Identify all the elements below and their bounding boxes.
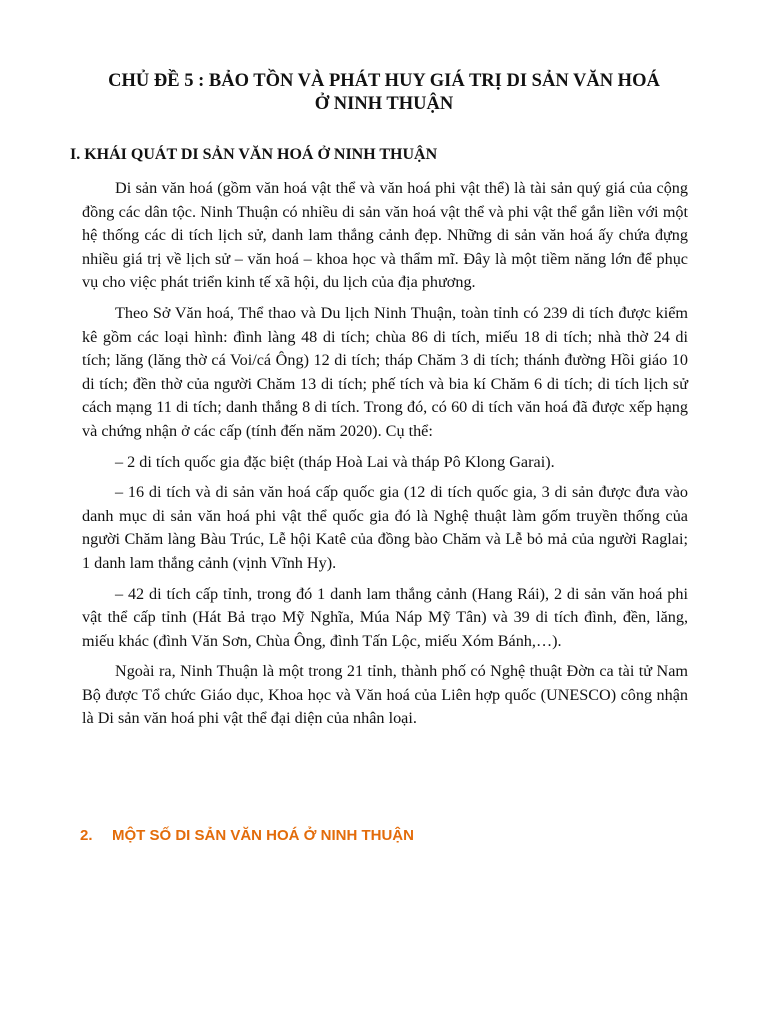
list-item-special-national: – 2 di tích quốc gia đặc biệt (tháp Hoà Lai và tháp Pô Klong Garai). — [115, 452, 555, 471]
section-1-body — [82, 177, 688, 738]
section-1-heading: I. KHÁI QUÁT DI SẢN VĂN HOÁ Ở NINH THUẬN — [70, 146, 438, 163]
paragraph-intro: Di sản văn hoá (gồm văn hoá vật thể và văn hoá phi vật thể) là tài sản quý giá của cộng đồng các dân tộc. Ninh Thuận có nhiều di sản văn hoá vật thể và phi vật thể gắn liền với một hệ thống các di tích lịch sử, danh lam thắng cảnh đẹp. Những di sản văn hoá ấy chứa đựng nhiều giá trị về lịch sử – văn hoá – khoa học và thẩm mĩ. Đây là một tiềm năng lớn để phục vụ cho việc phát triển kinh tế xã hội, du lịch của địa phương. — [82, 179, 688, 292]
page-title-line-2: Ở NINH THUẬN — [314, 94, 454, 114]
page-title-line-1: CHỦ ĐỀ 5 : BẢO TỒN VÀ PHÁT HUY GIÁ TRỊ DI SẢN VĂN HOÁ — [108, 71, 660, 91]
list-item-provincial: – 42 di tích cấp tỉnh, trong đó 1 danh lam thắng cảnh (Hang Rái), 2 di sản văn hoá phi vật thể cấp tỉnh (Hát Bả trạo Mỹ Nghĩa, Múa Náp Mỹ Tân) và 39 di tích đình, đền, lăng, miếu khác (đình Văn Sơn, Chùa Ông, đình Tấn Lộc, miếu Xóm Bánh,…). — [82, 584, 688, 650]
paragraph-inventory: Theo Sở Văn hoá, Thể thao và Du lịch Ninh Thuận, toàn tỉnh có 239 di tích được kiểm kê gồm các loại hình: đình làng 48 di tích; chùa 86 di tích, miếu 18 di tích; nhà thờ 24 di tích; lăng (lăng thờ cá Voi/cá Ông) 12 di tích; tháp Chăm 3 di tích; thánh đường Hồi giáo 10 di tích; đền thờ của người Chăm 13 di tích; phế tích và bia kí Chăm 6 di tích; di tích lịch sử cách mạng 11 di tích; danh thắng 8 di tích. Trong đó, có 60 di tích văn hoá đã được xếp hạng và chứng nhận ở các cấp (tính đến năm 2020). Cụ thể: — [82, 303, 688, 440]
section-2-heading — [80, 826, 414, 846]
section-2-title: MỘT SỐ DI SẢN VĂN HOÁ Ở NINH THUẬN — [112, 827, 414, 844]
page-title — [60, 70, 708, 116]
section-2-number: 2. — [80, 827, 93, 844]
paragraph-unesco: Ngoài ra, Ninh Thuận là một trong 21 tỉnh, thành phố có Nghệ thuật Đờn ca tài tử Nam Bộ được Tổ chức Giáo dục, Khoa học và Văn hoá của Liên hợp quốc (UNESCO) công nhận là Di sản văn hoá phi vật thể đại diện của nhân loại. — [82, 662, 688, 728]
list-item-national: – 16 di tích và di sản văn hoá cấp quốc gia (12 di tích quốc gia, 3 di sản được đưa vào danh mục di sản văn hoá phi vật thể quốc gia đó là Nghệ thuật làm gốm truyền thống của người Chăm làng Bàu Trúc, Lễ hội Katê của đồng bào Chăm và Lễ bỏ mả của người Raglai; 1 danh lam thắng cảnh (vịnh Vĩnh Hy). — [82, 483, 688, 572]
